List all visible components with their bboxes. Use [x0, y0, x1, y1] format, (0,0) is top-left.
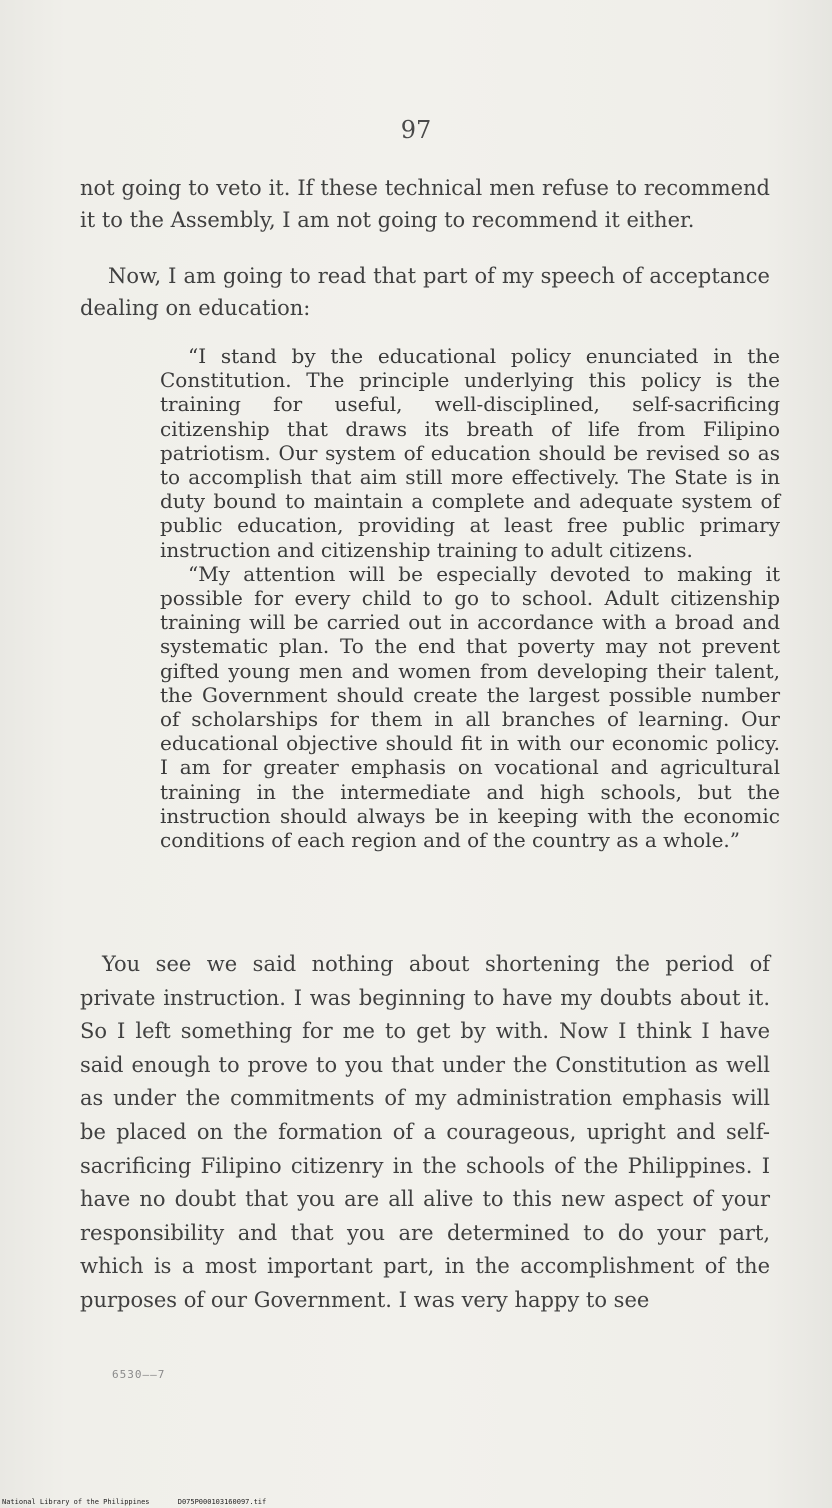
footer-file: D075P000103160097.tif — [177, 1498, 267, 1506]
page-number: 97 — [400, 116, 432, 144]
scan-footer — [2, 1498, 266, 1506]
quote-paragraph-1: “I stand by the educational policy enunciated in the Constitution. The principle underlying this policy is the training for useful, well-disciplined, self-sacrificing citizenship that draws its breath of life from Filipino patriotism. Our system of education should be revised so as to accomplish that aim still more effectively. The State is in duty bound to maintain a complete and adequate system of public education, providing at least free public primary instruction and citizenship training to adult citizens. — [160, 344, 780, 562]
footer-library: National Library of the Philippines — [2, 1498, 150, 1506]
paragraph-2: Now, I am going to read that part of my speech of acceptance dealing on education: — [80, 264, 770, 320]
paragraph-4: You see we said nothing about shortening the period of private instruction. I was beginning to have my doubts about it. So I left something for me to get by with. Now I think I have said enough to prove to you that under the Constitution as well as under the commitments of my administration emphasis will be placed on the formation of a courageous, upright and self-sacrificing Filipino citizenry in the schools of the Philippines. I have no doubt that you are all alive to this new aspect of your responsibility and that you are determined to do your part, which is a most important part, in the accomplishment of the purposes of our Government. I was very happy to see — [80, 952, 770, 1312]
quote-paragraph-2: “My attention will be especially devoted to making it possible for every child to go to school. Adult citizenship training will be carried out in accordance with a broad and systematic plan. To the end that poverty may not prevent gifted young men and women from developing their talent, the Government should create the largest possible number of scholarships for them in all branches of learning. Our educational objective should fit in with our economic policy. I am for greater emphasis on vocational and agricultural training in the intermediate and high schools, but the instruction should always be in keeping with the economic conditions of each region and of the country as a whole.” — [160, 561, 780, 853]
block-quote — [160, 344, 780, 852]
paragraph-1: not going to veto it. If these technical men refuse to recommend it to the Assembly, I am not going to recommend it either. — [80, 176, 770, 232]
signature-mark: 6530——7 — [112, 1368, 166, 1381]
